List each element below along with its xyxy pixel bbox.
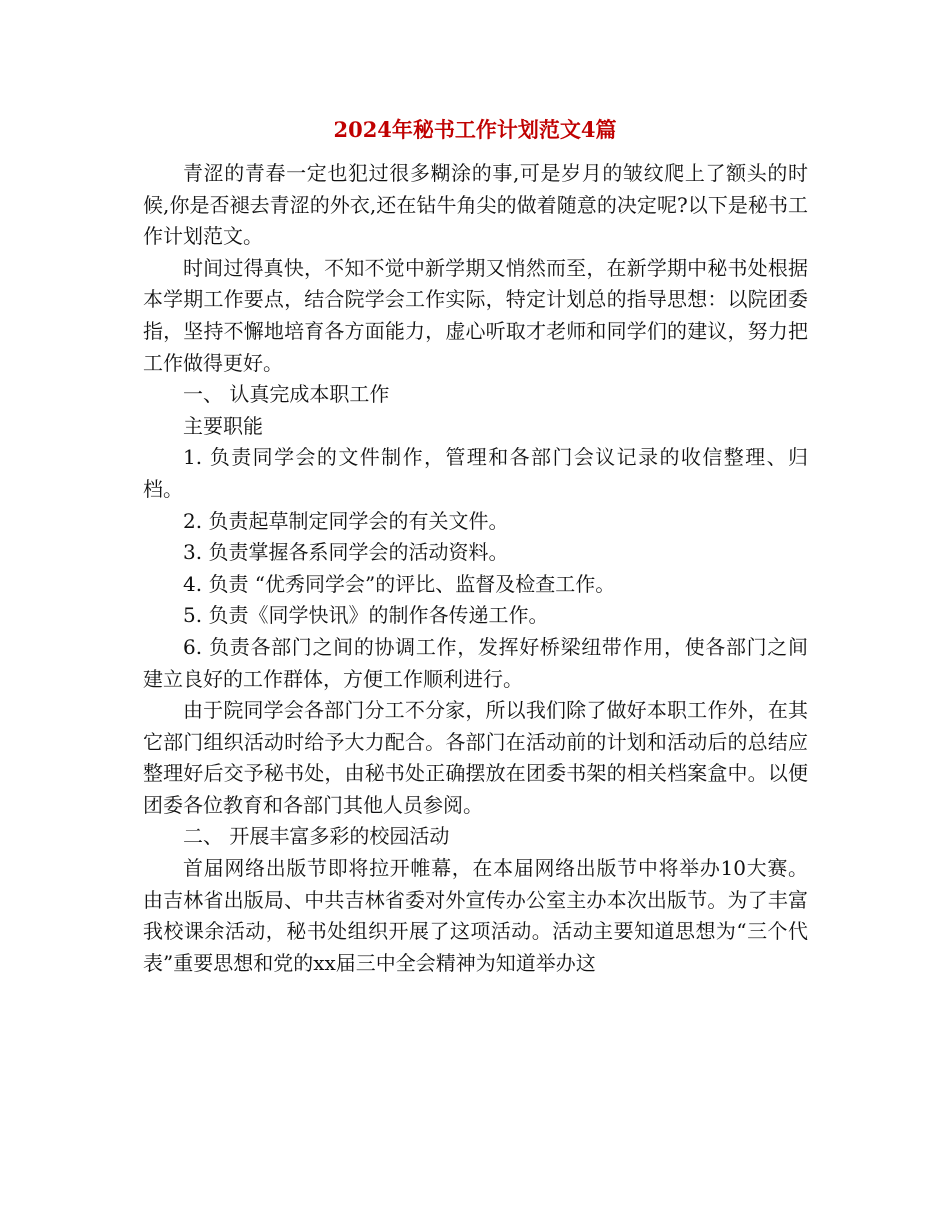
section-heading-2: 二、 开展丰富多彩的校园活动 xyxy=(183,824,450,849)
list-item-duty-1: 1. 负责同学会的文件制作，管理和各部门会议记录的收信整理、归档。 xyxy=(143,445,808,501)
paragraph-intro: 青涩的青春一定也犯过很多糊涂的事,可是岁月的皱纹爬上了额头的时候,你是否褪去青涩的外衣,还在钻牛角尖的做着随意的决定呢?以下是秘书工作计划范文。 xyxy=(143,161,808,249)
section-heading-1: 一、 认真完成本职工作 xyxy=(183,382,390,407)
list-item-duty-3: 3. 负责掌握各系同学会的活动资料。 xyxy=(183,540,509,565)
list-item-duty-5: 5. 负责《同学快讯》的制作各传递工作。 xyxy=(183,603,549,628)
list-item-duty-4: 4. 负责 “优秀同学会”的评比、监督及检查工作。 xyxy=(183,571,616,596)
paragraph-cooperation: 由于院同学会各部门分工不分家，所以我们除了做好本职工作外，在其它部门组织活动时给予大力配合。各部门在活动前的计划和活动后的总结应整理好后交予秘书处，由秘书处正确摆放在团委书架的相关档案盒中。以便团委各位教育和各部门其他人员参阅。 xyxy=(143,698,808,817)
paragraph-plan-overview: 时间过得真快，不知不觉中新学期又悄然而至，在新学期中秘书处根据本学期工作要点，结合院学会工作实际，特定计划总的指导思想：以院团委指，坚持不懈地培育各方面能力，虚心听取才老师和同学们的建议，努力把工作做得更好。 xyxy=(143,255,808,375)
document-body xyxy=(143,158,808,979)
subheading-main-duties: 主要职能 xyxy=(183,413,263,438)
paragraph-publishing-festival: 首届网络出版节即将拉开帷幕，在本届网络出版节中将举办10大赛。由吉林省出版局、中共吉林省委对外宣传办公室主办本次出版节。为了丰富我校课余活动，秘书处组织开展了这项活动。活动主要知道思想为“三个代表”重要思想和党的xx届三中全会精神为知道举办这 xyxy=(143,856,808,975)
document-title: 2024年秘书工作计划范文4篇 xyxy=(333,117,617,142)
list-item-duty-6: 6. 负责各部门之间的协调工作，发挥好桥梁纽带作用，使各部门之间建立良好的工作群体，方便工作顺利进行。 xyxy=(143,634,808,691)
list-item-duty-2: 2. 负责起草制定同学会的有关文件。 xyxy=(183,508,509,533)
